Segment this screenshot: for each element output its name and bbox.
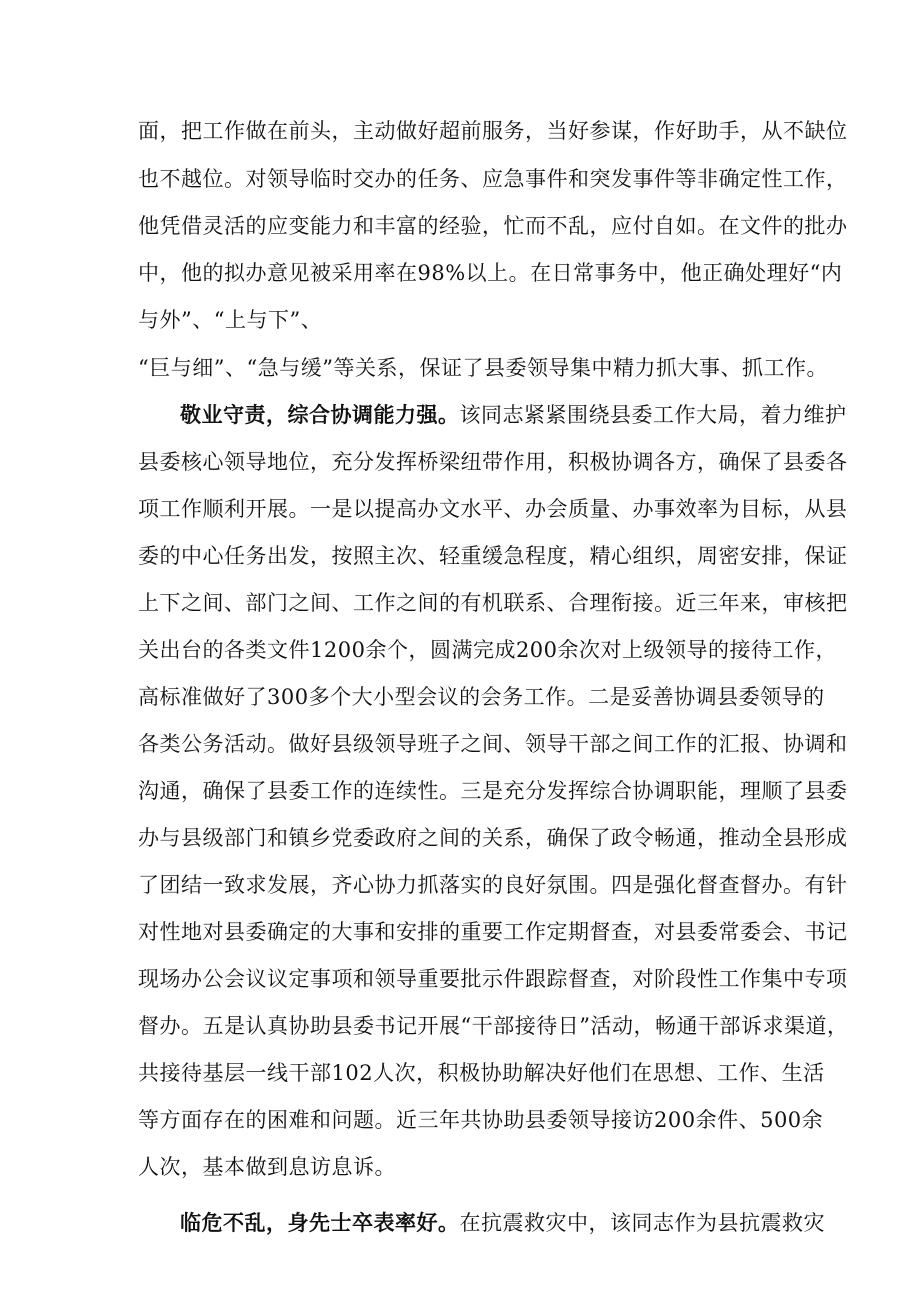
paragraph-2-first-line-text: 该同志紧紧围绕县委工作大局，着力维护 — [459, 403, 847, 427]
paragraph-2-line-2: 县委核心领导地位，充分发挥桥梁纽带作用，积极协调各方，确保了县委各 — [138, 450, 848, 474]
paragraph-2-line-8: 各类公务活动。做好县级领导班子之间、领导干部之间工作的汇报、协调和 — [138, 732, 848, 756]
paragraph-2-line-4: 委的中心任务出发，按照主次、轻重缓急程度，精心组织，周密安排，保证 — [138, 544, 848, 568]
paragraph-2-line-13: 现场办公会议议定事项和领导重要批示件跟踪督查，对阶段性工作集中专项 — [138, 967, 848, 991]
paragraph-2-line-5: 上下之间、部门之间、工作之间的有机联系、合理衔接。近三年来，审核把 — [138, 591, 848, 615]
paragraph-1-line-6: “巨与细”、“急与缓”等关系，保证了县委领导集中精力抓大事、抓工作。 — [138, 356, 828, 380]
paragraph-1-line-5: 与外”、“上与下”、 — [138, 308, 323, 332]
paragraph-1-line-1: 面，把工作做在前头，主动做好超前服务，当好参谋，作好助手，从不缺位 — [138, 119, 848, 143]
paragraph-2-line-11: 了团结一致求发展，齐心协力抓落实的良好氛围。四是强化督查督办。有针 — [138, 873, 848, 897]
paragraph-3-heading: 临危不乱，身先士卒表率好。 — [180, 1210, 460, 1235]
paragraph-3-line-1 — [180, 1200, 825, 1246]
paragraph-2-line-15: 共接待基层一线干部102人次，积极协助解决好他们在思想、工作、生活 — [138, 1061, 825, 1085]
paragraph-1-line-4: 中，他的拟办意见被采用率在98%以上。在日常事务中，他正确处理好“内 — [138, 261, 843, 285]
paragraph-2-line-9: 沟通，确保了县委工作的连续性。三是充分发挥综合协调职能，理顺了县委 — [138, 779, 848, 803]
paragraph-1-line-3: 他凭借灵活的应变能力和丰富的经验，忙而不乱，应付自如。在文件的批办 — [138, 214, 848, 238]
paragraph-2-heading: 敬业守责，综合协调能力强。 — [180, 402, 460, 427]
paragraph-2-line-7: 高标准做好了300多个大小型会议的会务工作。二是妥善协调县委领导的 — [138, 685, 825, 709]
paragraph-2-line-6: 关出台的各类文件1200余个，圆满完成200余次对上级领导的接待工作， — [138, 638, 838, 662]
paragraph-3-first-line-text: 在抗震救灾中，该同志作为县抗震救灾 — [459, 1211, 825, 1235]
paragraph-2-line-12: 对性地对县委确定的大事和安排的重要工作定期督查，对县委常委会、书记 — [138, 920, 848, 944]
paragraph-1-line-2: 也不越位。对领导临时交办的任务、应急事件和突发事件等非确定性工作， — [138, 167, 848, 191]
paragraph-2-line-10: 办与县级部门和镇乡党委政府之间的关系，确保了政令畅通，推动全县形成 — [138, 826, 848, 850]
paragraph-2-line-14: 督办。五是认真协助县委书记开展“干部接待日”活动，畅通干部诉求渠道， — [138, 1014, 849, 1038]
paragraph-2-line-17: 人次，基本做到息访息诉。 — [138, 1155, 396, 1179]
paragraph-2-line-1 — [180, 392, 847, 438]
paragraph-2-line-3: 项工作顺利开展。一是以提高办文水平、办会质量、办事效率为目标，从县 — [138, 497, 848, 521]
paragraph-2-line-16: 等方面存在的困难和问题。近三年共协助县委领导接访200余件、500余 — [138, 1108, 824, 1132]
